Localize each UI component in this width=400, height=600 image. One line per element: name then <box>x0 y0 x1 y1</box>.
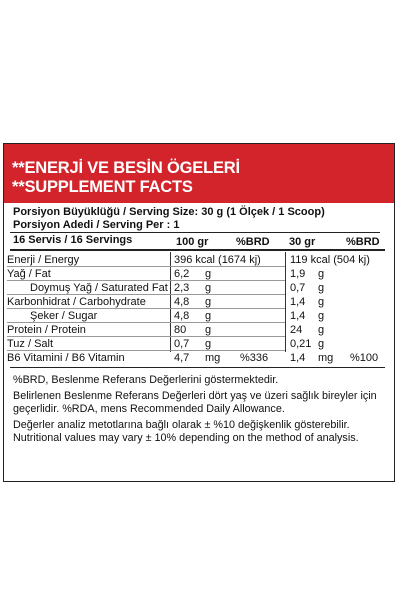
servings-count: 16 Servis / 16 Servings <box>13 234 133 246</box>
header-brd-30: %BRD <box>346 236 380 248</box>
header-100gr: 100 gr <box>176 236 209 248</box>
nutrient-name: Enerji / Energy <box>7 254 80 266</box>
unit-100gr: g <box>205 282 212 294</box>
value-100gr: 80 <box>174 324 187 336</box>
unit-100gr: g <box>205 324 212 336</box>
row-separator <box>7 266 285 267</box>
nutrient-name: Karbonhidrat / Carbohydrate <box>7 296 146 308</box>
row-separator <box>7 308 285 309</box>
value-100gr: 0,7 <box>174 338 190 350</box>
value-100gr: 2,3 <box>174 282 190 294</box>
nutrient-name: Protein / Protein <box>7 324 86 336</box>
nutrient-name: Yağ / Fat <box>7 268 51 280</box>
serving-size: Porsiyon Büyüklüğü / Serving Size: 30 g (1 Ölçek / 1 Scoop) <box>13 206 325 218</box>
value-100gr: 4,7 <box>174 352 190 364</box>
title-english: **SUPPLEMENT FACTS <box>12 178 193 196</box>
footnote-validity: geçerlidir. %RDA, mens Recommended Daily Allowance. <box>13 403 285 415</box>
table-header-rule <box>10 249 385 251</box>
value-100gr: 4,8 <box>174 296 190 308</box>
value-30gr: 1,9 <box>290 268 306 280</box>
title-turkish: **ENERJİ VE BESİN ÖGELERİ <box>12 159 240 177</box>
unit-30gr: g <box>318 324 325 336</box>
unit-100gr: g <box>205 296 212 308</box>
nutrient-name: Doymuş Yağ / Saturated Fat <box>30 282 168 294</box>
column-divider <box>285 252 286 352</box>
row-separator <box>7 322 285 323</box>
column-divider <box>170 252 171 352</box>
unit-100gr: mg <box>205 352 221 364</box>
row-separator <box>7 280 285 281</box>
value-30gr: 1,4 <box>290 352 306 364</box>
nutrient-name: B6 Vitamini / B6 Vitamin <box>7 352 125 364</box>
footnote-variance-en: Nutritional values may vary ± 10% depending on the method of analysis. <box>13 432 359 444</box>
unit-100gr: g <box>205 310 212 322</box>
value-100gr: 4,8 <box>174 310 190 322</box>
value-30gr: 1,4 <box>290 310 306 322</box>
unit-100gr: g <box>205 268 212 280</box>
row-separator <box>7 350 285 351</box>
footnote-reference: Belirlenen Beslenme Referans Değerleri dört yaş ve üzeri sağlık bireyler için <box>13 390 377 402</box>
header-30gr: 30 gr <box>289 236 316 248</box>
row-separator <box>7 336 285 337</box>
value-100gr: 6,2 <box>174 268 190 280</box>
unit-30gr: mg <box>318 352 334 364</box>
unit-30gr: g <box>318 268 325 280</box>
supplement-facts-label <box>3 143 395 482</box>
nutrient-name: Tuz / Salt <box>7 338 54 350</box>
footnote-divider <box>10 367 385 368</box>
value-30gr: 0,7 <box>290 282 306 294</box>
brd-100gr: %336 <box>240 352 269 364</box>
value-30gr: 24 <box>290 324 303 336</box>
unit-30gr: g <box>318 338 325 350</box>
row-separator <box>7 294 285 295</box>
header-brd-100: %BRD <box>236 236 270 248</box>
value-100gr: 396 kcal (1674 kj) <box>174 254 261 266</box>
brd-30gr: %100 <box>350 352 379 364</box>
servings-per: Porsiyon Adedi / Serving Per : 1 <box>13 219 180 231</box>
unit-30gr: g <box>318 282 325 294</box>
footnote-variance-tr: Değerler analiz metotlarına bağlı olarak ± %10 değişkenlik gösterebilir. <box>13 419 350 431</box>
title-banner <box>4 144 394 203</box>
unit-100gr: g <box>205 338 212 350</box>
unit-30gr: g <box>318 296 325 308</box>
value-30gr: 0,21 <box>290 338 312 350</box>
footnote-brd: %BRD, Beslenme Referans Değerlerini göstermektedir. <box>13 374 279 386</box>
nutrient-name: Şeker / Sugar <box>30 310 98 322</box>
unit-30gr: g <box>318 310 325 322</box>
value-30gr: 119 kcal (504 kj) <box>290 254 370 266</box>
info-divider <box>10 232 380 233</box>
value-30gr: 1,4 <box>290 296 306 308</box>
